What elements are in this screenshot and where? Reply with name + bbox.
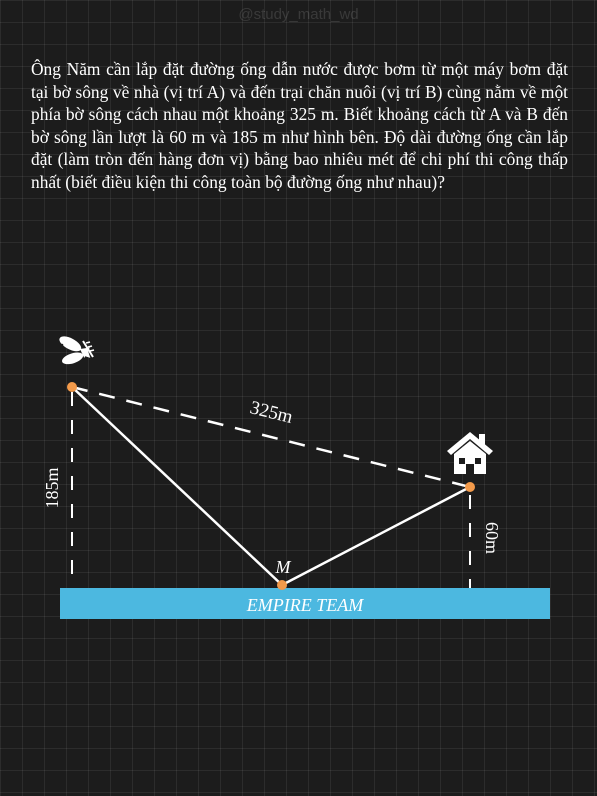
fish-icon bbox=[57, 333, 94, 367]
point-house bbox=[465, 482, 475, 492]
point-farm bbox=[67, 382, 77, 392]
house-icon bbox=[447, 432, 493, 474]
left-height-label: 185m bbox=[42, 467, 62, 509]
point-m bbox=[277, 580, 287, 590]
problem-text: Ông Năm cần lắp đặt đường ống dẫn nước được bơm từ một máy bơm đặt tại bờ sông về nhà (vị trí A) và đến trại chăn nuôi (vị trí B) cùng nằm về một phía bờ sông cách nhau một khoảng 325 m. Biết khoảng cách từ A và B đến bờ sông lần lượt là 60 m và 185 m như hình bên. Độ dài đường ống cần lắp đặt (làm tròn đến hàng đơn vị) bằng bao nhiêu mét để chi phí thi công thấp nhất (biết điều kiện thi công toàn bộ đường ống như nhau)? bbox=[31, 59, 568, 192]
watermark: @study_math_wd bbox=[238, 6, 359, 23]
right-height-label: 60m bbox=[482, 521, 502, 555]
point-m-label: M bbox=[275, 557, 291, 577]
pipe-segment-house bbox=[282, 487, 470, 585]
distance-label: 325m bbox=[247, 397, 295, 429]
river-label: EMPIRE TEAM bbox=[246, 595, 364, 615]
